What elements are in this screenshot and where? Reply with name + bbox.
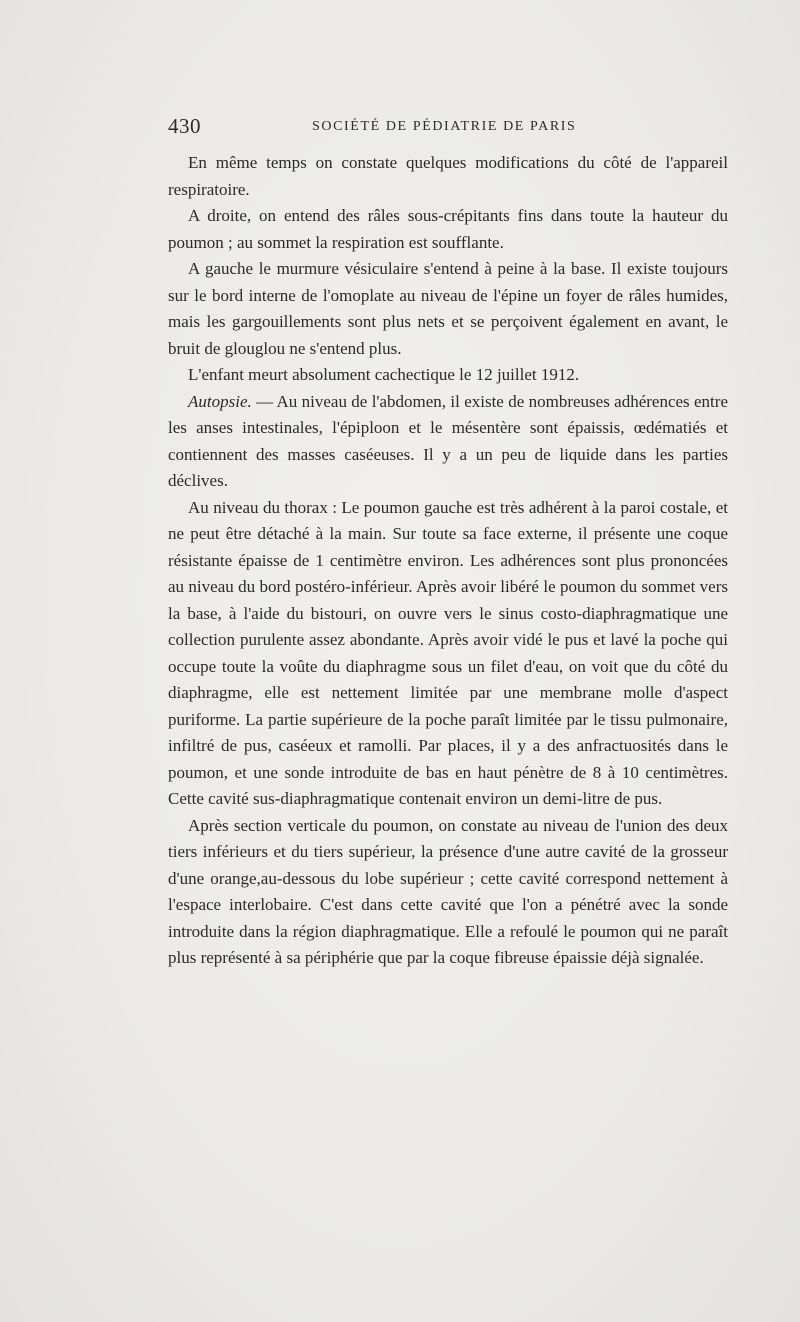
paragraph: A gauche le murmure vésiculaire s'entend à peine à la base. Il existe toujours sur le bord interne de l'omoplate au niveau de l'épine un foyer de râles humides, mais les gargouillements sont plus nets et se perçoivent également en avant, le bruit de glouglou ne s'entend plus.: [168, 259, 728, 358]
paragraph: L'enfant meurt absolument cachectique le 12 juillet 1912.: [188, 365, 580, 384]
body-text: [168, 150, 728, 972]
running-title: SOCIÉTÉ DE PÉDIATRIE DE PARIS: [312, 119, 577, 134]
paragraph: [168, 389, 728, 495]
section-lead-autopsie: Autopsie.: [188, 391, 252, 411]
paragraph: Au niveau du thorax : Le poumon gauche est très adhérent à la paroi costale, et ne peut être détaché à la main. Sur toute sa face externe, il présente une coque résistante épaisse de 1 centimètre environ. Les adhérences sont plus prononcées au niveau du bord postéro-inférieur. Après avoir libéré le poumon du sommet vers la base, à l'aide du bistouri, on ouvre vers le sinus costo-diaphragmatique une collection purulente assez abondante. Après avoir vidé le pus et lavé la poche qui occupe toute la voûte du diaphragme sous un filet d'eau, on voit que du côté du diaphragme, elle est nettement limitée par une membrane molle d'aspect puriforme. La partie supérieure de la poche paraît limitée par le tissu pulmonaire, infiltré de pus, caséeux et ramolli. Par places, il y a des anfractuosités dans le poumon, et une sonde introduite de bas en haut pénètre de 8 à 10 centimètres. Cette cavité sus-diaphragmatique contenait environ un demi-litre de pus.: [168, 497, 728, 808]
page-header: [168, 114, 728, 144]
paragraph-text: — Au niveau de l'abdomen, il existe de nombreuses adhérences entre les anses intestinales, l'épiploon et le mésentère sont épaissis, œdématiés et contiennent des masses caséeuses. Il y a un peu de liquide dans les parties déclives.: [168, 391, 728, 490]
paragraph: Après section verticale du poumon, on constate au niveau de l'union des deux tiers inférieurs et du tiers supérieur, la présence d'une autre cavité de la grosseur d'une orange,au-dessous du lobe supérieur ; cette cavité correspond nettement à l'espace interlobaire. C'est dans cette cavité que l'on a pénétré avec la sonde introduite dans la région diaphragmatique. Elle a refoulé le poumon qui ne paraît plus représenté à sa périphérie que par la coque fibreuse épaissie déjà signalée.: [168, 815, 728, 967]
page-number: 430: [168, 114, 201, 138]
paragraph: A droite, on entend des râles sous-crépitants fins dans toute la hauteur du poumon ; au sommet la respiration est soufflante.: [168, 206, 728, 252]
paragraph: En même temps on constate quelques modifications du côté de l'appareil respiratoire.: [168, 153, 728, 199]
